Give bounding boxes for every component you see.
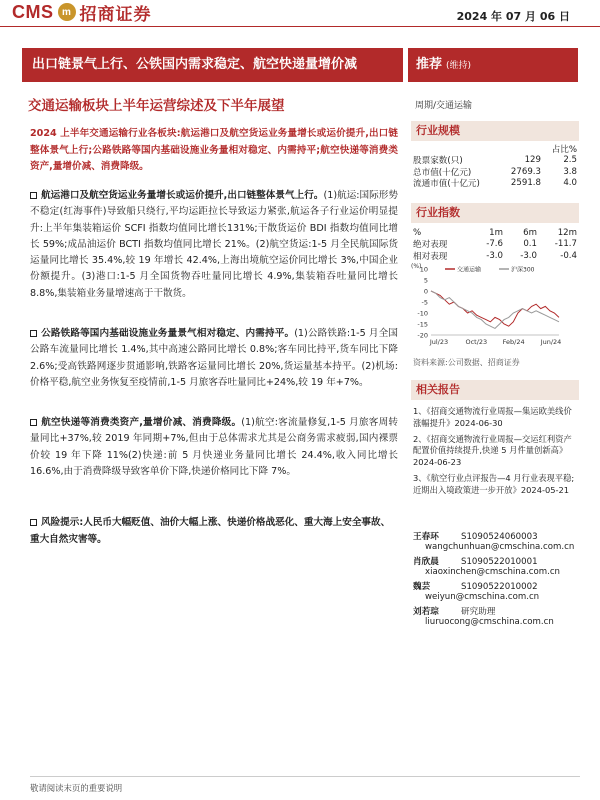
risk-warning [30, 514, 398, 548]
row-value: -3.0 [520, 250, 537, 261]
bullet-infrastructure [30, 326, 398, 391]
col-header: % [413, 227, 422, 238]
row-value: 2769.3 [510, 166, 541, 177]
row-pct: 3.8 [563, 166, 577, 177]
report-category: 周期/交通运输 [415, 101, 473, 111]
industry-index-table [413, 227, 577, 262]
x-tick-label: Jun/24 [540, 338, 562, 346]
y-tick-label: 5 [423, 276, 428, 285]
series-line-transport [431, 291, 559, 326]
rating-label: 推荐 [416, 57, 443, 72]
row-value: 129 [524, 155, 541, 166]
logo-text-en: CMS [12, 1, 54, 22]
related-reports-heading: 相关报告 [411, 380, 579, 400]
row-label: 相对表现 [413, 251, 448, 262]
col-header: 12m [557, 227, 577, 238]
analyst-email[interactable]: xiaoxinchen@cmschina.com.cn [425, 567, 560, 577]
y-tick-label: -20 [417, 331, 428, 340]
report-summary: 2024 上半年交通运输行业各板块:航运港口及航空货运业务量增长或运价提升,出口链整体景气上行;公路铁路等国内基础设施业务量相对稳定、内需持平;航空快递等消费类资产,量增价减、消费降级。 [30, 128, 398, 172]
row-value: -0.4 [560, 250, 577, 261]
legend-label: 交通运输 [457, 266, 482, 274]
row-label: 绝对表现 [413, 240, 448, 251]
analyst-name: 肖欣晨 [413, 557, 439, 567]
x-tick-label: Jul/23 [429, 338, 449, 346]
company-logo [12, 1, 152, 25]
related-report-item[interactable]: 2、《招商交通物流行业周报—交运红利资产配置价值持续提升,快递 5 月件量创新高》2024-06-23 [413, 433, 572, 468]
table-header-row [413, 227, 577, 239]
analyst-id: S1090522010002 [461, 582, 538, 592]
table-header-row [413, 143, 577, 155]
industry-scale-table [413, 143, 577, 189]
report-date: 2024 年 07 月 06 日 [456, 10, 570, 23]
analyst-id: 研究助理 [461, 607, 496, 617]
report-title-banner: 出口链景气上行、公铁国内需求稳定、航空快递量增价减 [22, 48, 403, 82]
industry-index-heading: 行业指数 [411, 203, 579, 223]
y-tick-label: 10 [419, 265, 428, 274]
x-tick-label: Feb/24 [502, 338, 525, 346]
row-value: 2591.8 [510, 178, 541, 189]
row-label: 总市值(十亿元) [413, 167, 472, 178]
bullet-square-icon [30, 519, 37, 526]
row-label: 股票家数(只) [413, 156, 463, 167]
y-tick-label: -5 [421, 298, 428, 307]
row-value: -11.7 [554, 239, 577, 250]
related-report-item[interactable]: 1、《招商交通物流行业周报—集运欧美线价涨幅提升》2024-06-30 [413, 406, 572, 428]
legend-label: 沪深300 [511, 266, 535, 274]
bullet-body: (1)公路铁路:1-5 月全国公路车流量同比增长 1.4%,其中高速公路同比增长 0.8%;客车同比持平,货车同比下降 2.6%;受高铁路网逐步贯通影响,铁路客运量同比增长 20%,货运量基本持平。(2)机场:价格平稳,航空业务恢复至疫情前,1-5 月旅客吞吐量同比+24%,较 19 年+7%。 [30, 328, 398, 388]
y-tick-label: -15 [417, 320, 428, 329]
analyst-entry [413, 555, 581, 580]
rating-banner [408, 48, 578, 82]
logo-text-cn: 招商证券 [79, 4, 152, 25]
table-row [413, 166, 577, 178]
bullet-body: (1)航运:国际形势不稳定(红海事件)导致船只绕行,平均运距拉长导致运力紧张,航运各子行业运价明显提升:上半年集装箱运价 SCFI 指数均值同比增长131%;干散货运价 BDI 指数均值同比增长 59%;成品油运价 BCTI 指数均值同比增长 21%。(2)航空货运:1-5 月全民航国际货运量同比增长 35.4%,较 19 年增长 42.4%,上海出境航空运价同比增长 3%,中国企业份额提升。(3)港口:1-5 月全国货物吞吐量同比增长 4.9%,集装箱吞吐量同比增长 8.8%,集装箱业务量增速高于干散货。 [30, 190, 398, 299]
footer-divider [30, 776, 580, 777]
bullet-head: 航运港口及航空货运业务量增长或运价提升,出口链整体景气上行。 [41, 190, 324, 201]
analyst-email[interactable]: wangchunhuan@cmschina.com.cn [425, 542, 575, 552]
row-value: 0.1 [523, 239, 537, 250]
bullet-head: 航空快递等消费类资产,量增价减、消费降级。 [41, 417, 242, 428]
bullet-export-chain [30, 188, 398, 302]
related-report-item[interactable]: 3、《航空行业点评报告—4 月行业表现平稳;近期出入境政策进一步开放》2024-05-21 [413, 472, 575, 495]
analyst-id: S1090524060003 [461, 532, 538, 542]
y-tick-label: -10 [417, 309, 428, 318]
bullet-square-icon [30, 419, 37, 426]
chart-source: 资料来源:公司数据、招商证券 [413, 358, 520, 367]
analyst-name: 王春环 [413, 532, 439, 542]
bullet-consumer [30, 415, 398, 480]
row-pct: 2.5 [563, 155, 577, 166]
table-row [413, 250, 577, 262]
y-unit-label: (%) [411, 263, 422, 270]
bullet-square-icon [30, 330, 37, 337]
row-value: -7.6 [486, 239, 503, 250]
col-header: 6m [523, 227, 537, 238]
table-row [413, 155, 577, 167]
col-header: 1m [489, 227, 503, 238]
row-value: -3.0 [486, 250, 503, 261]
bullet-square-icon [30, 192, 37, 199]
y-tick-label: 0 [423, 287, 428, 296]
analyst-list [413, 530, 581, 630]
bullet-head: 公路铁路等国内基础设施业务量景气相对稳定、内需持平。 [41, 328, 295, 339]
analyst-entry [413, 605, 581, 630]
x-tick-label: Oct/23 [465, 338, 488, 346]
series-line-hs300 [431, 291, 559, 328]
related-reports-list [413, 406, 579, 501]
logo-badge-icon: m [58, 3, 76, 21]
risk-text: 风险提示:人民币大幅贬值、油价大幅上涨、快递价格战恶化、重大海上安全事故、重大自然灾害等。 [30, 517, 391, 545]
analyst-name: 魏芸 [413, 582, 431, 592]
table-row [413, 178, 577, 190]
analyst-name: 刘若琮 [413, 607, 439, 617]
row-pct: 4.0 [563, 178, 577, 189]
rating-sub: (维持) [446, 61, 472, 71]
row-label: 流通市值(十亿元) [413, 179, 480, 190]
industry-scale-heading: 行业规模 [411, 121, 579, 141]
analyst-id: S1090522010001 [461, 557, 538, 567]
analyst-email[interactable]: weiyun@cmschina.com.cn [425, 592, 540, 602]
industry-index-chart [409, 263, 581, 355]
col-header-pct: 占比% [551, 144, 577, 155]
table-row [413, 239, 577, 251]
header-divider [0, 26, 600, 27]
bullet-body: (1)航空:客流量修复,1-5 月旅客周转量同比+37%,较 2019 年同期+7%,但由于总体需求尤其是公商务需求疲弱,国内裸票价较 19 年下降 11%(2)快递:前 5 月快递业务量同比增长 24.4%,收入同比增长 16.6%,由于消费降级导致客单价下降,快递价格同比下降 7%。 [30, 417, 398, 477]
analyst-email[interactable]: liuruocong@cmschina.com.cn [425, 617, 554, 627]
footer-note: 敬请阅读末页的重要说明 [30, 783, 123, 793]
report-subtitle: 交通运输板块上半年运营综述及下半年展望 [28, 98, 285, 114]
analyst-entry [413, 530, 581, 555]
analyst-entry [413, 580, 581, 605]
